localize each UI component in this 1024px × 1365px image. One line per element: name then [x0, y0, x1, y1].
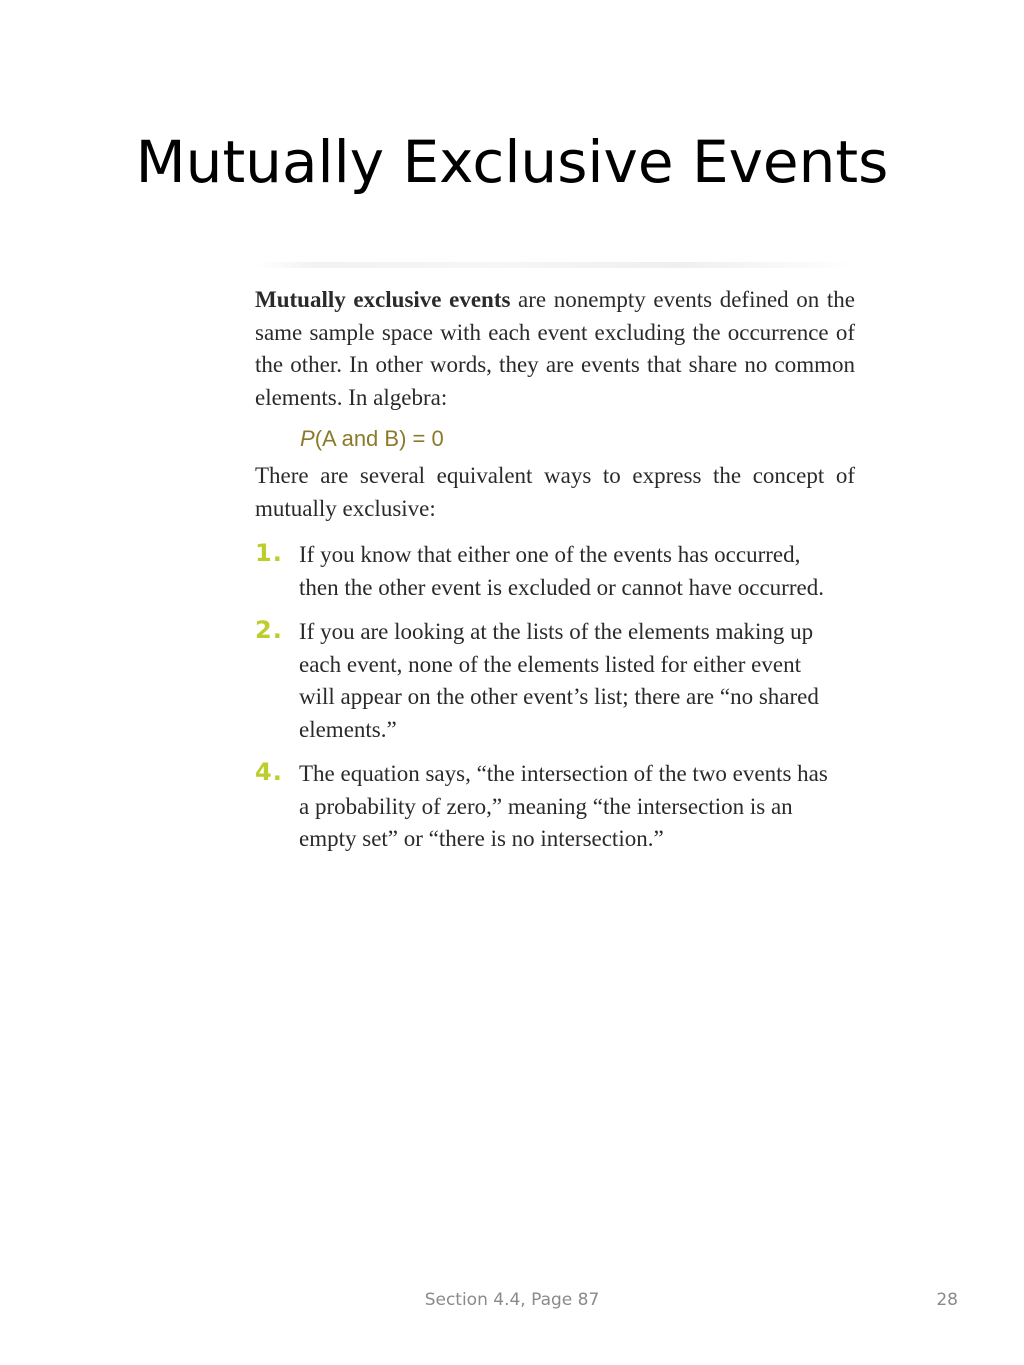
textbook-excerpt [255, 284, 855, 868]
list-item-number: 4. [255, 758, 283, 786]
footer-section-reference: Section 4.4, Page 87 [424, 1290, 600, 1310]
formula-rest: (A and B) = 0 [314, 426, 444, 451]
slide-number: 28 [936, 1290, 958, 1310]
intro-paragraph: There are several equivalent ways to express the concept of mutually exclusive: [255, 463, 855, 521]
list-item-text: The equation says, “the intersection of the two events has a probability of zero,” meaning “the intersection is an empty set” or “there is no intersection.” [299, 761, 828, 851]
definition-term: Mutually exclusive events [255, 287, 511, 312]
list-item-text: If you are looking at the lists of the elements making up each event, none of the elements listed for either event will appear on the other event’s list; there are “no shared elements.” [299, 619, 819, 742]
list-item [255, 539, 855, 604]
equivalent-ways-list [255, 539, 855, 856]
slide-title: Mutually Exclusive Events [135, 128, 889, 196]
list-item [255, 758, 855, 856]
list-item-number: 2. [255, 616, 283, 644]
formula [300, 424, 855, 454]
definition-text: are nonempty events defined on the same sample space with each event excluding the occurrence of the other. In other words, they are events that share no common elements. In algebra: [255, 287, 856, 410]
formula-p: P [300, 426, 315, 451]
list-item-text: If you know that either one of the events has occurred, then the other event is excluded or cannot have occurred. [299, 542, 824, 600]
scan-edge-strip [256, 262, 856, 268]
list-item [255, 616, 855, 746]
list-item-number: 1. [255, 539, 283, 567]
definition-paragraph [255, 284, 855, 414]
